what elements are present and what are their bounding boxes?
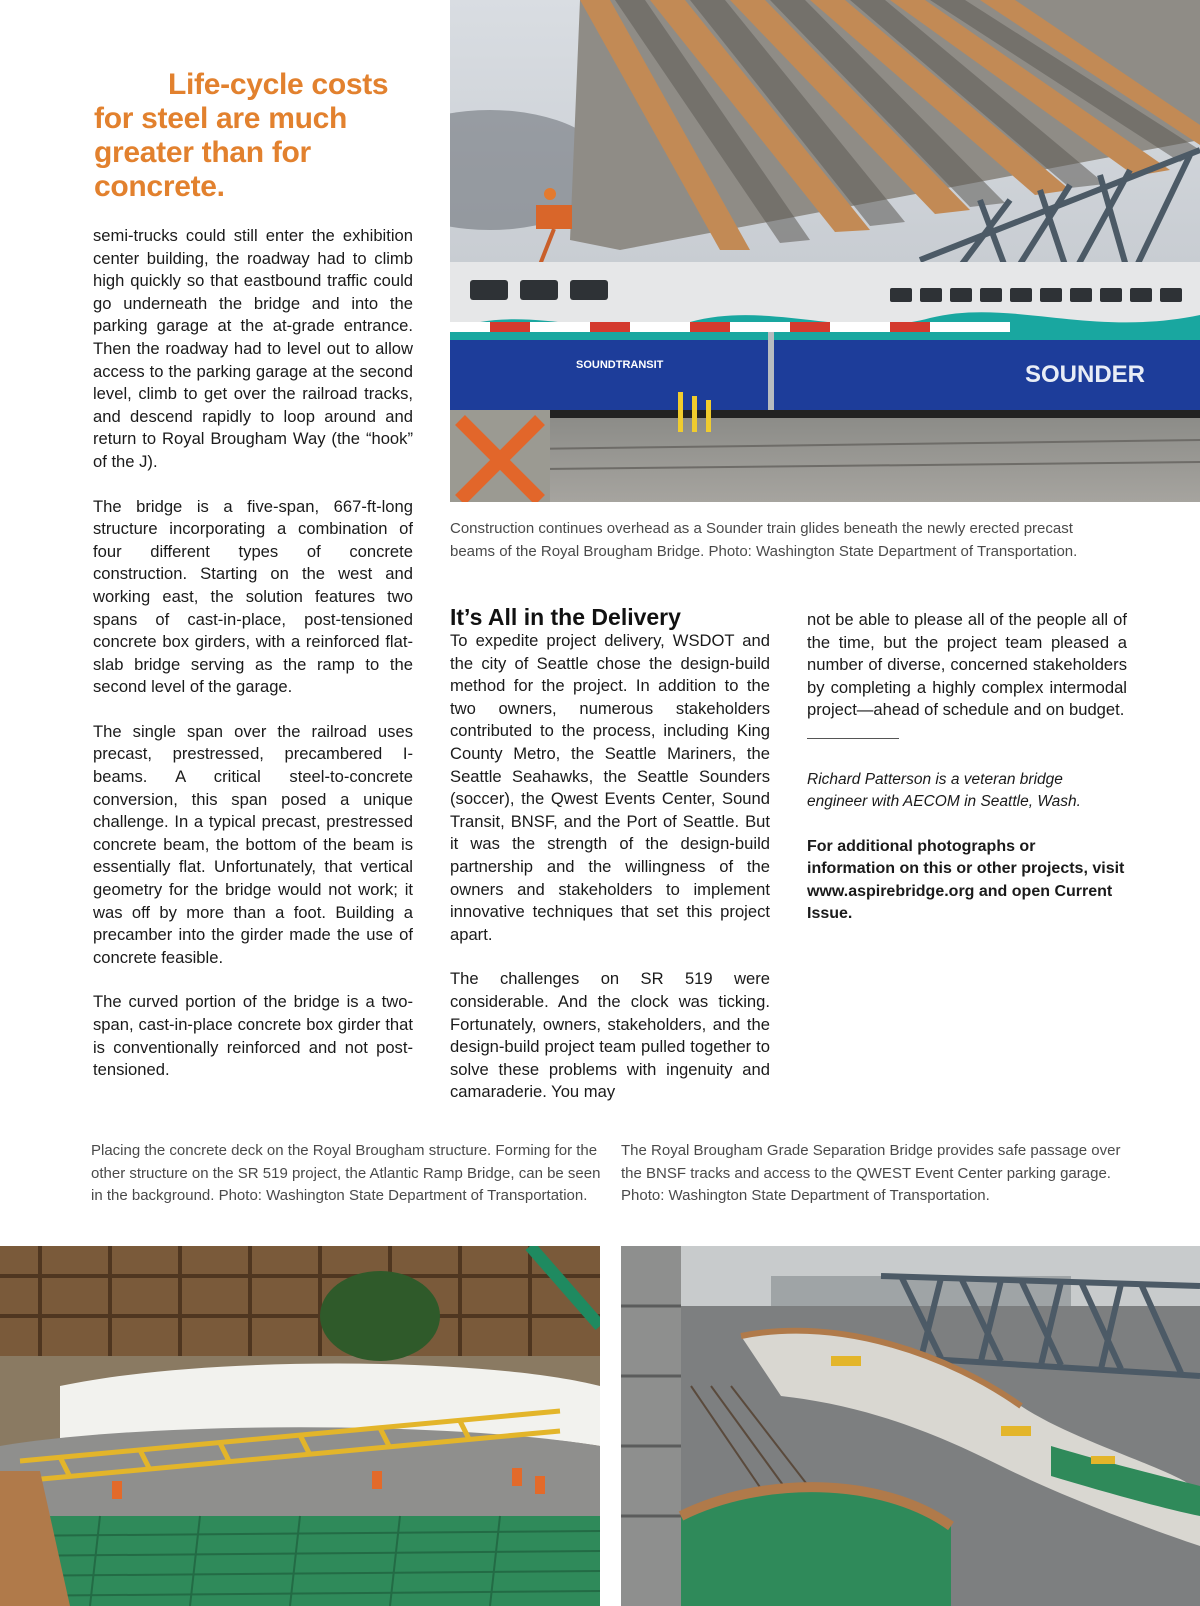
body-paragraph: The curved portion of the bridge is a two-span, cast-in-place concrete box girder that is conventionally reinforced and not post-tensioned. bbox=[93, 992, 413, 1080]
divider-rule bbox=[807, 738, 899, 739]
body-paragraph: not be able to please all of the people all of the time, but the project team pleased a number of diverse, concerned stakeholders by completing a highly complex intermodal project—ahead of schedule and on budget. bbox=[807, 610, 1127, 720]
section-heading: It’s All in the Delivery bbox=[450, 604, 681, 630]
body-paragraph: The bridge is a five-span, 667-ft-long structure incorporating a combination of four different types of concrete construction. Starting on the west and working east, the solution features two spans of cast-in-place, post-tensioned concrete box girders, with a reinforced flat-slab bridge serving as the ramp to the second level of the garage. bbox=[93, 496, 413, 697]
bottom-right-photo-bridge-aerial bbox=[621, 1246, 1200, 1606]
body-paragraph: The single span over the railroad uses precast, prestressed, precambered I-beams. A critical steel-to-concrete conversion, this span posed a unique challenge. In a typical precast, prestressed concrete beam, the bottom of the beam is essentially flat. Unfortunately, that vertical geometry for the bridge would not work; it was off by more than a foot. Building a precamber into the girder made the use of concrete feasible. bbox=[93, 721, 413, 967]
article-column-2 bbox=[450, 604, 770, 1126]
train-lettering: SOUNDER bbox=[1025, 361, 1146, 388]
top-photo-train-under-bridge bbox=[450, 0, 1200, 502]
article-column-1 bbox=[93, 225, 413, 1104]
bottom-right-photo-caption: The Royal Brougham Grade Separation Bridge provides safe passage over the BNSF tracks and access to the QWEST Event Center parking garage. Photo: Washington State Department of Transportation. bbox=[621, 1142, 1121, 1204]
bottom-left-photo-caption: Placing the concrete deck on the Royal Brougham structure. Forming for the other structure on the SR 519 project, the Atlantic Ramp Bridge, can be seen in the background. Photo: Washington State Department of Transportation. bbox=[91, 1142, 601, 1204]
more-info-note: For additional photographs or information on this or other projects, visit www.aspirebridge.org and open Current Issue. bbox=[807, 837, 1125, 923]
body-paragraph: semi-trucks could still enter the exhibition center building, the roadway had to climb high quickly so that eastbound traffic could go underneath the bridge and into the parking garage at the at-grade entrance. Then the roadway had to level out to allow access to the parking garage at the second level, climb to get over the railroad tracks, and descend rapidly to loop around and return to Royal Brougham Way (the “hook” of the J). bbox=[93, 226, 413, 471]
article-column-3 bbox=[807, 609, 1127, 926]
pull-quote: Life-cycle costs for steel are much greater than for concrete. bbox=[94, 68, 389, 203]
bottom-left-photo-deck-placement bbox=[0, 1246, 600, 1606]
author-bio: Richard Patterson is a veteran bridge engineer with AECOM in Seattle, Wash. bbox=[807, 770, 1081, 811]
body-paragraph: To expedite project delivery, WSDOT and the city of Seattle chose the design-build method for the project. In addition to the two owners, numerous stakeholders contributed to the process, including King County Metro, the Seattle Mariners, the Seattle Seahawks, the Seattle Sounders (soccer), the Qwest Events Center, Sound Transit, BNSF, and the Port of Seattle. But it was the strength of the design-build partnership and the willingness of the owners and stakeholders to implement innovative techniques that set this project apart. bbox=[450, 631, 770, 944]
body-paragraph: The challenges on SR 519 were considerable. And the clock was ticking. Fortunately, owners, stakeholders, and the design-build project team pulled together to solve these problems with ingenuity and camaraderie. You may bbox=[450, 969, 770, 1102]
train-logo-text: SOUNDTRANSIT bbox=[576, 359, 664, 371]
top-photo-caption: Construction continues overhead as a Sounder train glides beneath the newly erected precast beams of the Royal Brougham Bridge. Photo: Washington State Department of Transportation. bbox=[450, 520, 1078, 560]
